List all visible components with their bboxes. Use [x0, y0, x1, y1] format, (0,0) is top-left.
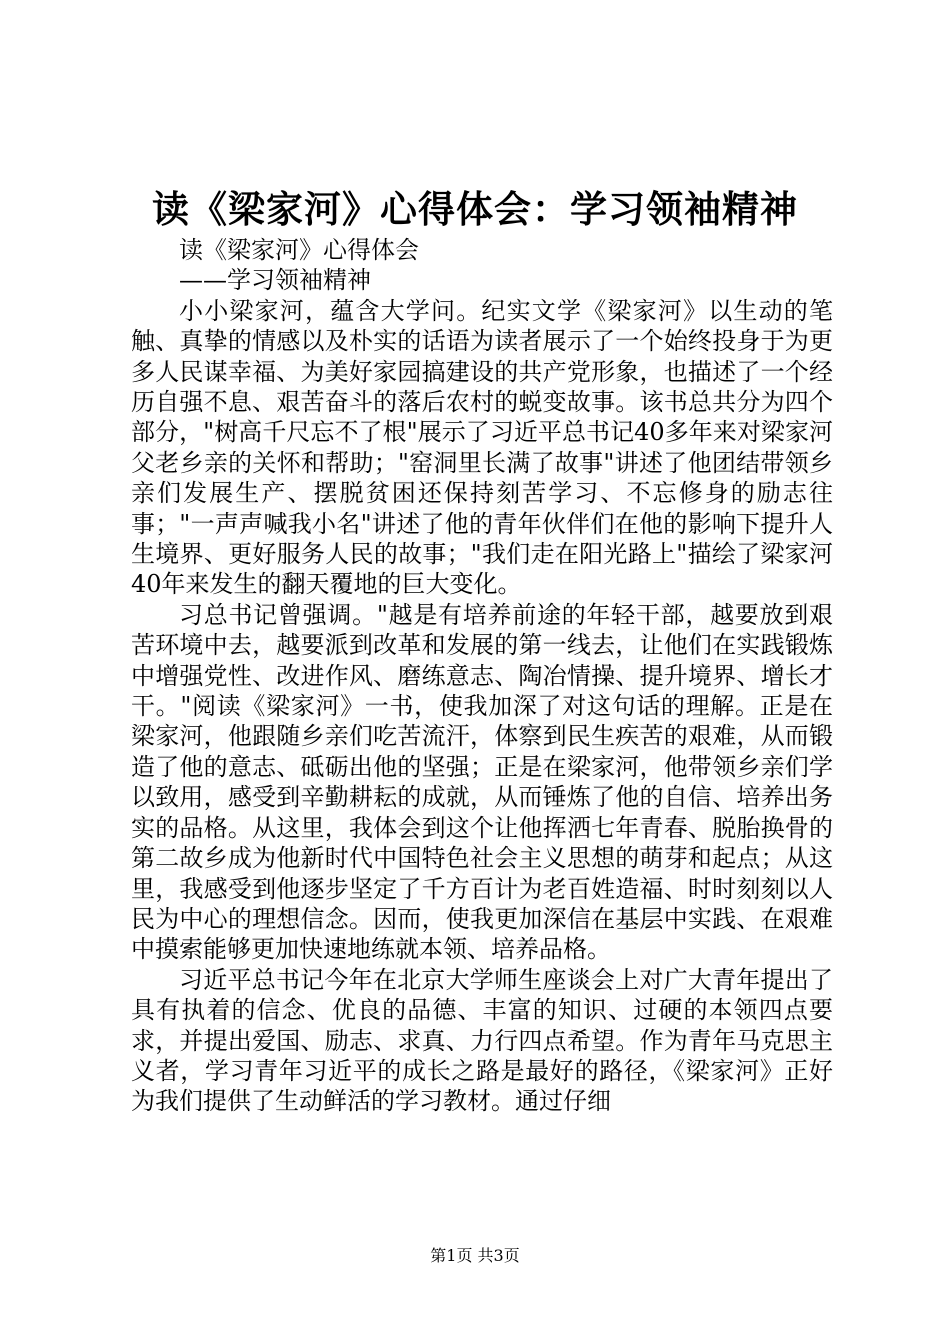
subtitle-line-2: ——学习领袖精神: [179, 266, 371, 295]
body-paragraph-1: 小小梁家河，蕴含大学问。纪实文学《梁家河》以生动的笔触、真挚的情感以及朴实的话语为读者展示了一个始终投身于为更多人民谋幸福、为美好家园搞建设的共产党形象，也描述了一个经历自强不息、艰苦奋斗的落后农村的蜕变故事。该书总共分为四个部分，"树高千尺忘不了根"展示了习近平总书记40多年来对梁家河父老乡亲的关怀和帮助；"窑洞里长满了故事"讲述了他团结带领乡亲们发展生产、摆脱贫困还保持刻苦学习、不忘修身的励志往事；"一声声喊我小名"讲述了他的青年伙伴们在他的影响下提升人生境界、更好服务人民的故事；"我们走在阳光路上"描绘了梁家河40年来发生的翻天覆地的巨大变化。: [131, 296, 833, 599]
page-number-footer: 第1页 共3页: [430, 1246, 520, 1265]
body-paragraph-2: 习总书记曾强调。"越是有培养前途的年轻干部，越要放到艰苦环境中去，越要派到改革和发展的第一线去，让他们在实践锻炼中增强党性、改进作风、磨练意志、陶冶情操、提升境界、增长才干。"阅读《梁家河》一书，使我加深了对这句话的理解。正是在梁家河，他跟随乡亲们吃苦流汗，体察到民生疾苦的艰难，从而锻造了他的意志、砥砺出他的坚强；正是在梁家河，他带领乡亲们学以致用，感受到辛勤耕耘的成就，从而锤炼了他的自信、培养出务实的品格。从这里，我体会到这个让他挥洒七年青春、脱胎换骨的第二故乡成为他新时代中国特色社会主义思想的萌芽和起点；从这里，我感受到他逐步坚定了千方百计为老百姓造福、时时刻刻以人民为中心的理想信念。因而，使我更加深信在基层中实践、在艰难中摸索能够更加快速地练就本领、培养品格。: [131, 600, 833, 964]
document-title: 读《梁家河》心得体会：学习领袖精神: [152, 187, 798, 231]
body-paragraph-3: 习近平总书记今年在北京大学师生座谈会上对广大青年提出了具有执着的信念、优良的品德、丰富的知识、过硬的本领四点要求，并提出爱国、励志、求真、力行四点希望。作为青年马克思主义者，学习青年习近平的成长之路是最好的路径，《梁家河》正好为我们提供了生动鲜活的学习教材。通过仔细: [131, 965, 833, 1116]
document-body: [131, 235, 833, 1117]
subtitle-line-1: 读《梁家河》心得体会: [179, 236, 419, 264]
